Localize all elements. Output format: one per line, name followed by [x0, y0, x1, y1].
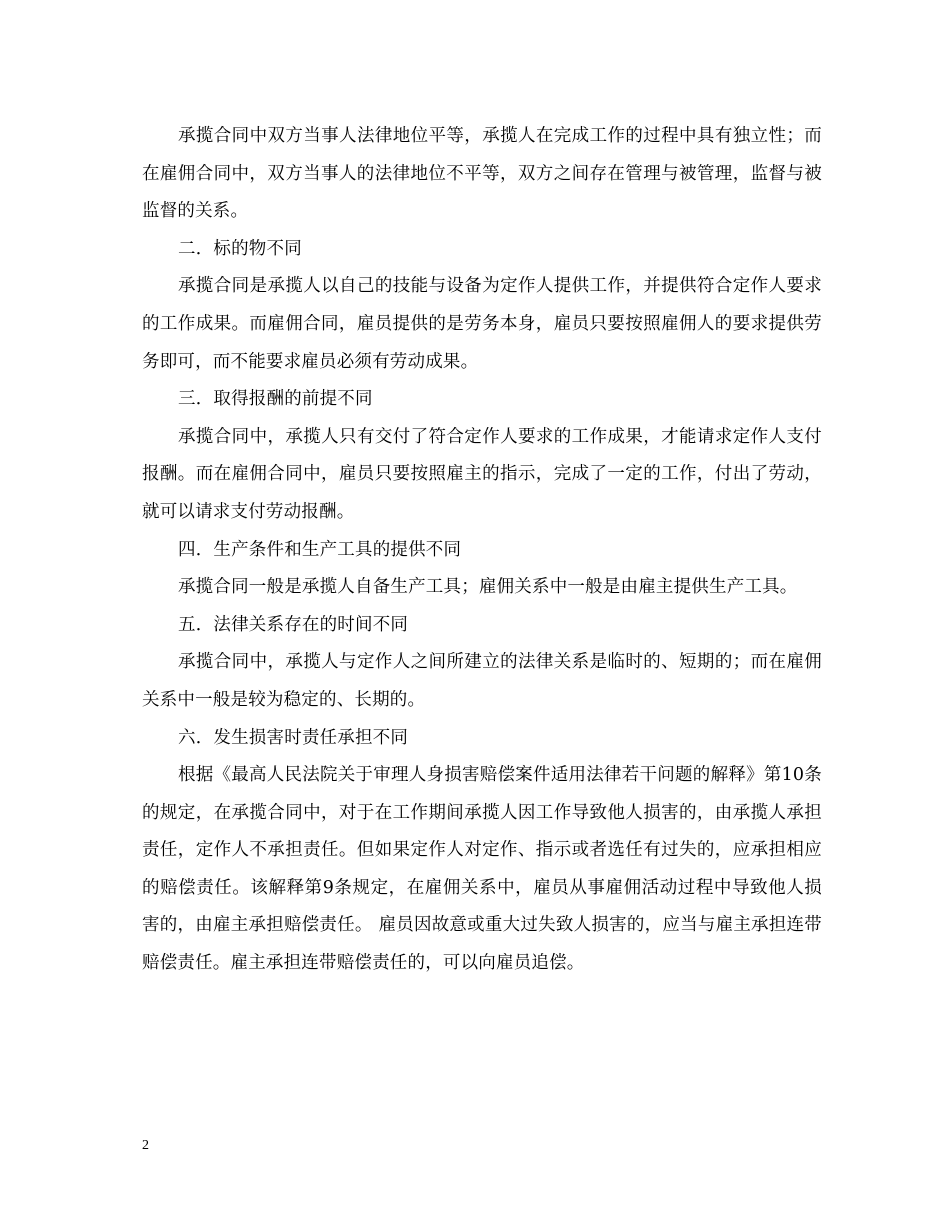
- paragraph: 承揽合同中双方当事人法律地位平等，承揽人在完成工作的过程中具有独立性；而在雇佣合同中，双方当事人的法律地位不平等，双方之间存在管理与被管理，监督与被监督的关系。: [142, 126, 822, 222]
- page-number: 2: [142, 1138, 149, 1153]
- section-heading: 三．取得报酬的前提不同: [178, 389, 373, 410]
- paragraph: 承揽合同是承揽人以自己的技能与设备为定作人提供工作，并提供符合定作人要求的工作成果。而雇佣合同，雇员提供的是劳务本身，雇员只要按照雇佣人的要求提供劳务即可，而不能要求雇员必须有劳动成果。: [142, 276, 822, 372]
- section-heading: 二．标的物不同: [178, 238, 302, 259]
- paragraph: 承揽合同中，承揽人与定作人之间所建立的法律关系是临时的、短期的；而在雇佣关系中一般是较为稳定的、长期的。: [142, 652, 822, 710]
- paragraph: 根据《最高人民法院关于审理人身损害赔偿案件适用法律若干问题的解释》第10条的规定，在承揽合同中，对于在工作期间承揽人因工作导致他人损害的，由承揽人承担责任，定作人不承担责任。但如果定作人对定作、指示或者选任有过失的，应承担相应的赔偿责任。该解释第9条规定，在雇佣关系中，雇员从事雇佣活动过程中导致他人损害的，由雇主承担赔偿责任。 雇员因故意或重大过失致人损害的，应当与雇主承担连带赔偿责任。雇主承担连带赔偿责任的，可以向雇员追偿。: [142, 765, 822, 974]
- section-heading: 五．法律关系存在的时间不同: [178, 614, 409, 635]
- section-heading: 四．生产条件和生产工具的提供不同: [178, 539, 462, 560]
- document-body: [142, 118, 822, 983]
- paragraph: 承揽合同中，承揽人只有交付了符合定作人要求的工作成果，才能请求定作人支付报酬。而在雇佣合同中，雇员只要按照雇主的指示，完成了一定的工作，付出了劳动，就可以请求支付劳动报酬。: [142, 426, 822, 522]
- paragraph: 承揽合同一般是承揽人自备生产工具；雇佣关系中一般是由雇主提供生产工具。: [178, 577, 798, 598]
- section-heading: 六．发生损害时责任承担不同: [178, 727, 409, 748]
